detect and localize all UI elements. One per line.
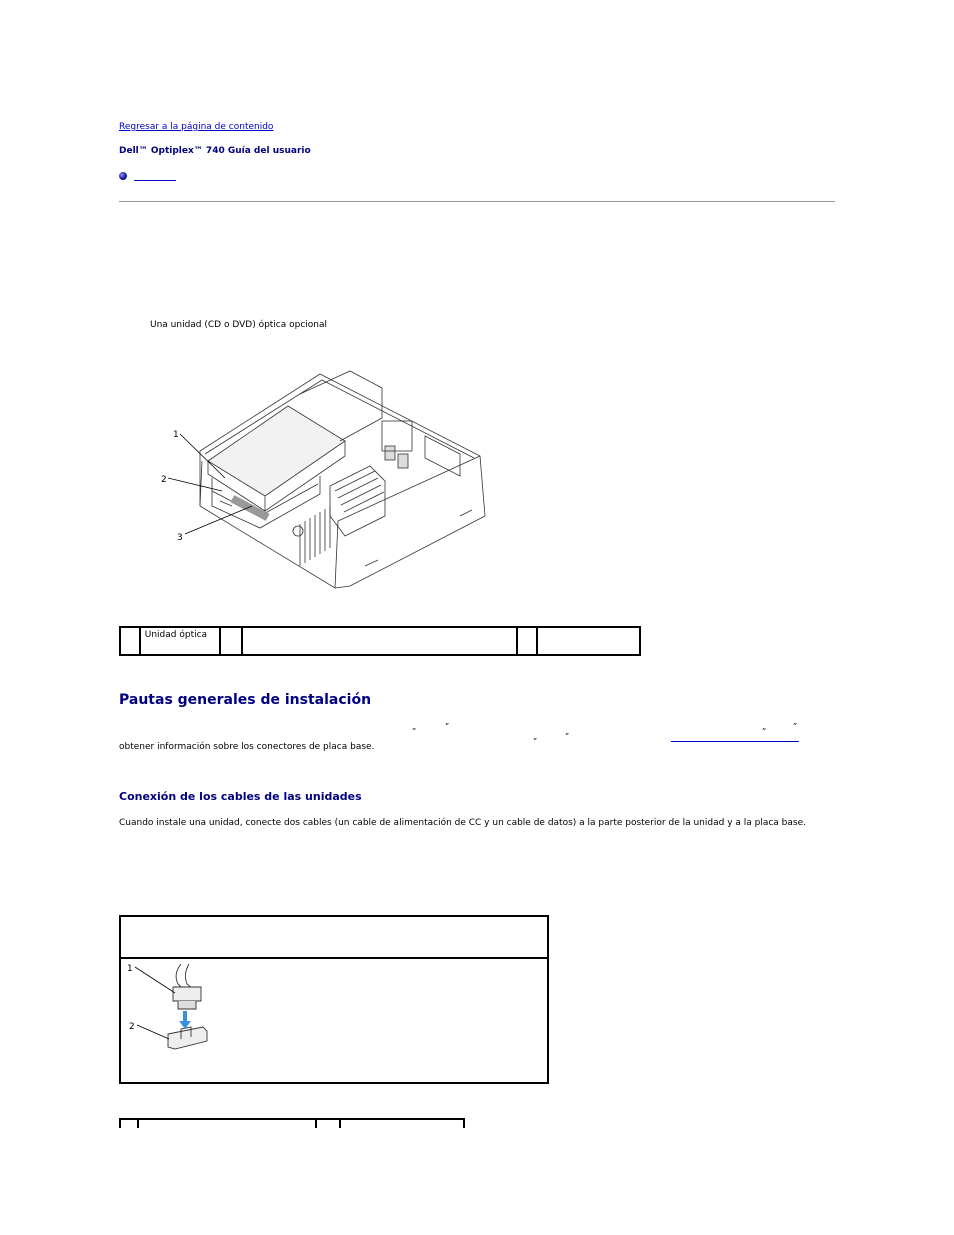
document-title: Dell™ Optiplex™ 740 Guía del usuario: [119, 146, 311, 156]
table-cell: [537, 627, 640, 655]
table-border: [339, 1120, 341, 1128]
connector-figure-header: [121, 917, 547, 959]
optical-drive-illustration: [160, 366, 495, 591]
quote-mark: „: [412, 722, 417, 731]
note-text: Una unidad (CD o DVD) óptica opcional: [150, 320, 328, 330]
callout-1: 1: [173, 430, 179, 440]
callout-3: 3: [177, 533, 183, 543]
section-heading: Pautas generales de instalación: [119, 692, 372, 708]
system-board-link[interactable]: [671, 741, 799, 742]
bullet-icon: [119, 172, 127, 180]
callout-2: 2: [161, 475, 167, 485]
section-link[interactable]: [134, 170, 176, 181]
cable-connector-illustration: [123, 959, 213, 1069]
quote-mark: ”: [565, 732, 570, 741]
section-paragraph: obtener información sobre los conectores de placa base.: [119, 742, 375, 752]
parts-table: [119, 626, 641, 656]
bottom-table: [119, 1118, 465, 1130]
callout-2: 2: [129, 1022, 135, 1032]
table-cell: [120, 627, 140, 655]
table-border: [463, 1120, 465, 1128]
quote-mark: „: [762, 722, 767, 731]
table-cell: [517, 627, 537, 655]
divider: [119, 201, 835, 202]
quote-mark: „: [533, 732, 538, 741]
table-cell: [220, 627, 242, 655]
subsection-heading: Conexión de los cables de las unidades: [119, 790, 362, 803]
quote-mark: ”: [793, 722, 798, 731]
table-border: [137, 1120, 139, 1128]
connector-figure-box: [119, 915, 549, 1084]
quote-mark: ”: [445, 722, 450, 731]
table-border: [315, 1120, 317, 1128]
back-to-contents-link[interactable]: Regresar a la página de contenido: [119, 122, 274, 132]
subsection-paragraph: Cuando instale una unidad, conecte dos cables (un cable de alimentación de CC y un cable de datos) a la parte posterior de la unidad y a la placa base.: [119, 818, 806, 828]
table-cell: [242, 627, 518, 655]
table-cell: Unidad óptica: [140, 627, 220, 655]
table-border: [119, 1120, 121, 1128]
callout-1: 1: [127, 964, 133, 974]
table-row: [120, 627, 640, 655]
